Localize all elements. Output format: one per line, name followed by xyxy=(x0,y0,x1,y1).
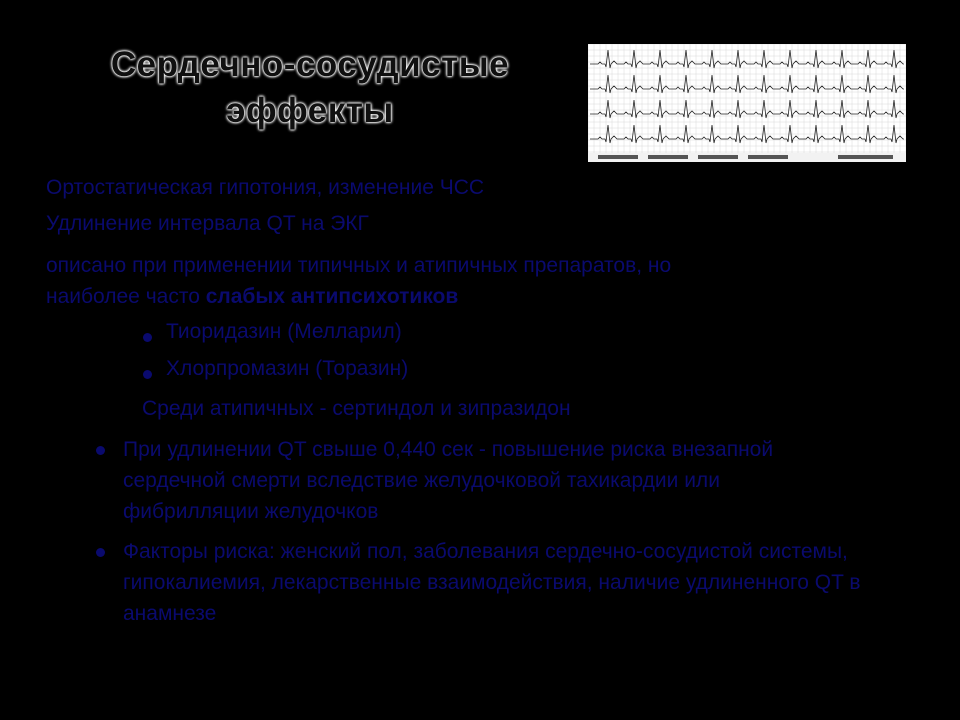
bullet-qt-risk: При удлинении QT свыше 0,440 сек - повышение риска внезапной сердечной смерти вследствие желудочковой тахикардии или фибрилляции желудочков xyxy=(123,438,774,523)
line-orthostatic: Ортостатическая гипотония, изменение ЧСС xyxy=(46,176,485,199)
para-text: наиболее часто xyxy=(46,285,206,308)
title-line-2: эффекты xyxy=(226,91,394,130)
sub-bullet-1: Тиоридазин (Меллaрил) xyxy=(166,320,402,343)
ecg-trace xyxy=(588,44,906,162)
sub-bullet-dot-2 xyxy=(143,370,152,379)
ecg-footer-mark xyxy=(648,155,688,159)
title-line-1: Сердечно-сосудистые xyxy=(110,45,510,84)
ecg-lead-row xyxy=(590,50,904,68)
bullet-risk-factors: Факторы риска: женский пол, заболевания сердечно-сосудистой системы, гипокалиемия, лекарственные взаимодействия, наличие удлиненного QT в анамнезе xyxy=(123,540,861,625)
slide-title xyxy=(60,42,560,134)
ecg-footer-mark xyxy=(838,155,893,159)
para-line-2 xyxy=(46,281,926,312)
sub-bullet-2: Хлорпромазин (Торазин) xyxy=(166,357,409,380)
paragraph-described xyxy=(46,250,926,312)
ecg-footer-mark xyxy=(698,155,738,159)
line-qt: Удлинение интервала QT на ЭКГ xyxy=(46,212,369,235)
sub-bullet-dot-1 xyxy=(143,333,152,342)
para-bold: слабых антипсихотиков xyxy=(205,285,459,308)
ecg-footer-mark xyxy=(598,155,638,159)
ecg-lead-row xyxy=(590,75,904,93)
bullet-dot-1 xyxy=(96,446,105,455)
ecg-image xyxy=(588,44,906,162)
ecg-footer-mark xyxy=(748,155,788,159)
ecg-lead-row xyxy=(590,100,904,118)
bullet-dot-2 xyxy=(96,548,105,557)
para-line-1: описано при применении типичных и атипичных препаратов, но xyxy=(46,254,672,277)
sub-text-atypical: Среди атипичных - сертиндол и зипразидон xyxy=(142,397,571,420)
